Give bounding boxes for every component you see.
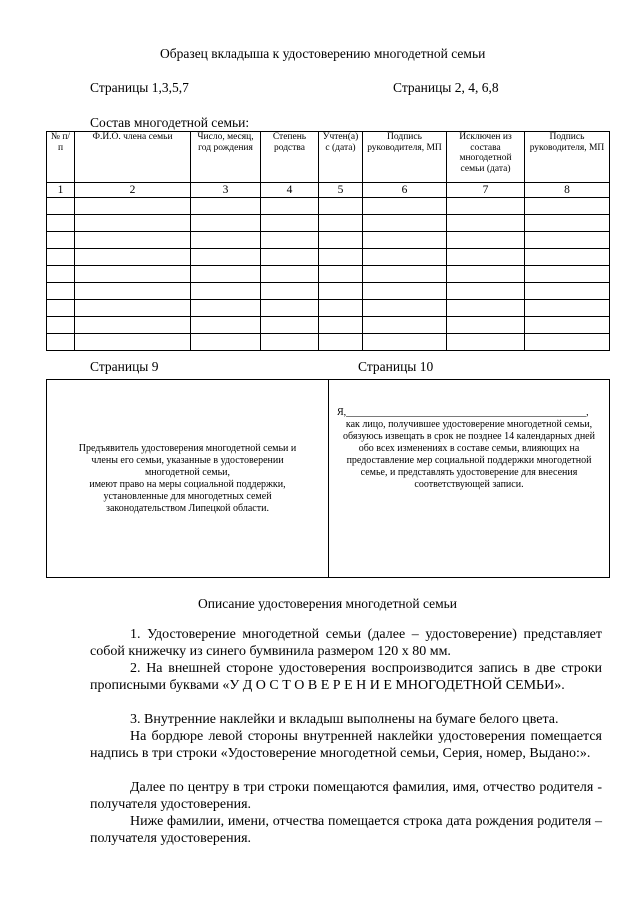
col-number: 8 (525, 183, 610, 198)
col-header-birth-date: Число, месяц, год рождения (191, 132, 261, 183)
page-9-label: Страницы 9 (90, 359, 159, 374)
description-paragraph-3: 3. Внутренние наклейки и вкладыш выполнены на бумаге белого цвета. (130, 712, 559, 727)
table-row (47, 266, 610, 283)
col-number: 7 (447, 183, 525, 198)
col-header-relationship: Степень родства (261, 132, 319, 183)
rights-notice-line: Предъявитель удостоверения многодетной семьи и (78, 442, 297, 454)
table-row (47, 249, 610, 266)
description-paragraph-1: 1. Удостоверение многодетной семьи (далее – удостоверение) представляет собой книжечку из синего бумвинила размером 120 х 80 мм. (90, 627, 602, 659)
table-row (47, 215, 610, 232)
rights-notice-line: законодательством Липецкой области. (106, 502, 269, 514)
table-header-row (47, 132, 610, 183)
insert-pages-box (46, 379, 610, 578)
description-paragraph-6: Ниже фамилии, имени, отчества помещается строка дата рождения родителя – получателя удостоверения. (90, 814, 602, 846)
table-row (47, 334, 610, 351)
rights-notice-line: члены его семьи, указанные в удостоверении (91, 454, 284, 466)
page-10-label: Страницы 10 (358, 359, 434, 374)
col-header-number: № п/п (47, 132, 75, 183)
description-paragraph-2: 2. На внешней стороне удостоверения воспроизводится запись в две строки прописными буквами «У Д О С Т О В Е Р Е Н И Е МНОГОДЕТНОЙ СЕМЬИ». (90, 661, 602, 693)
col-header-registered-date: Учтен(а) с (дата) (319, 132, 363, 183)
family-composition-table (46, 131, 610, 351)
obligation-panel (329, 380, 609, 577)
page-title: Образец вкладыша к удостоверению многодетной семьи (160, 46, 486, 61)
table-row (47, 317, 610, 334)
col-number: 2 (75, 183, 191, 198)
table-row (47, 198, 610, 215)
rights-notice-line: многодетной семьи, (144, 466, 231, 478)
obligation-text: как лицо, получившее удостоверение многодетной семьи, обязуюсь извещать в срок не позднее 14 календарных дней обо всех изменениях в составе семьи, влияющих на предоставление мер социальной поддержки многодетной семье, и представлять удостоверение для внесения соответствующей записи. (343, 419, 595, 490)
pages-odd-label: Страницы 1,3,5,7 (90, 80, 189, 95)
description-paragraph-4: На бордюре левой стороны внутренней наклейки удостоверения помещается надпись в три строки «Удостоверение многодетной семьи, Серия, номер, Выдано:». (90, 729, 602, 761)
col-number: 3 (191, 183, 261, 198)
col-header-full-name: Ф.И.О. члена семьи (75, 132, 191, 183)
description-title: Описание удостоверения многодетной семьи (198, 596, 458, 611)
rights-notice-panel (47, 380, 329, 577)
col-number: 5 (319, 183, 363, 198)
description-paragraph-5: Далее по центру в три строки помещаются фамилия, имя, отчество родителя - получателя удостоверения. (90, 780, 602, 812)
table-row (47, 300, 610, 317)
pages-even-label: Страницы 2, 4, 6,8 (393, 80, 499, 95)
holder-name-line: Я,________________________________________________, (337, 407, 589, 418)
col-number: 6 (363, 183, 447, 198)
rights-notice-line: установленные для многодетных семей (103, 490, 272, 502)
col-header-signature-2: Подпись руководителя, МП (525, 132, 610, 183)
rights-notice-line: имеют право на меры социальной поддержки, (89, 478, 286, 490)
table-row (47, 232, 610, 249)
table-number-row (47, 183, 610, 198)
table-row (47, 283, 610, 300)
col-number: 1 (47, 183, 75, 198)
family-composition-label: Состав многодетной семьи: (90, 115, 250, 130)
col-number: 4 (261, 183, 319, 198)
col-header-excluded-date: Исключен из состава многодетной семьи (дата) (447, 132, 525, 183)
col-header-signature-1: Подпись руководителя, МП (363, 132, 447, 183)
